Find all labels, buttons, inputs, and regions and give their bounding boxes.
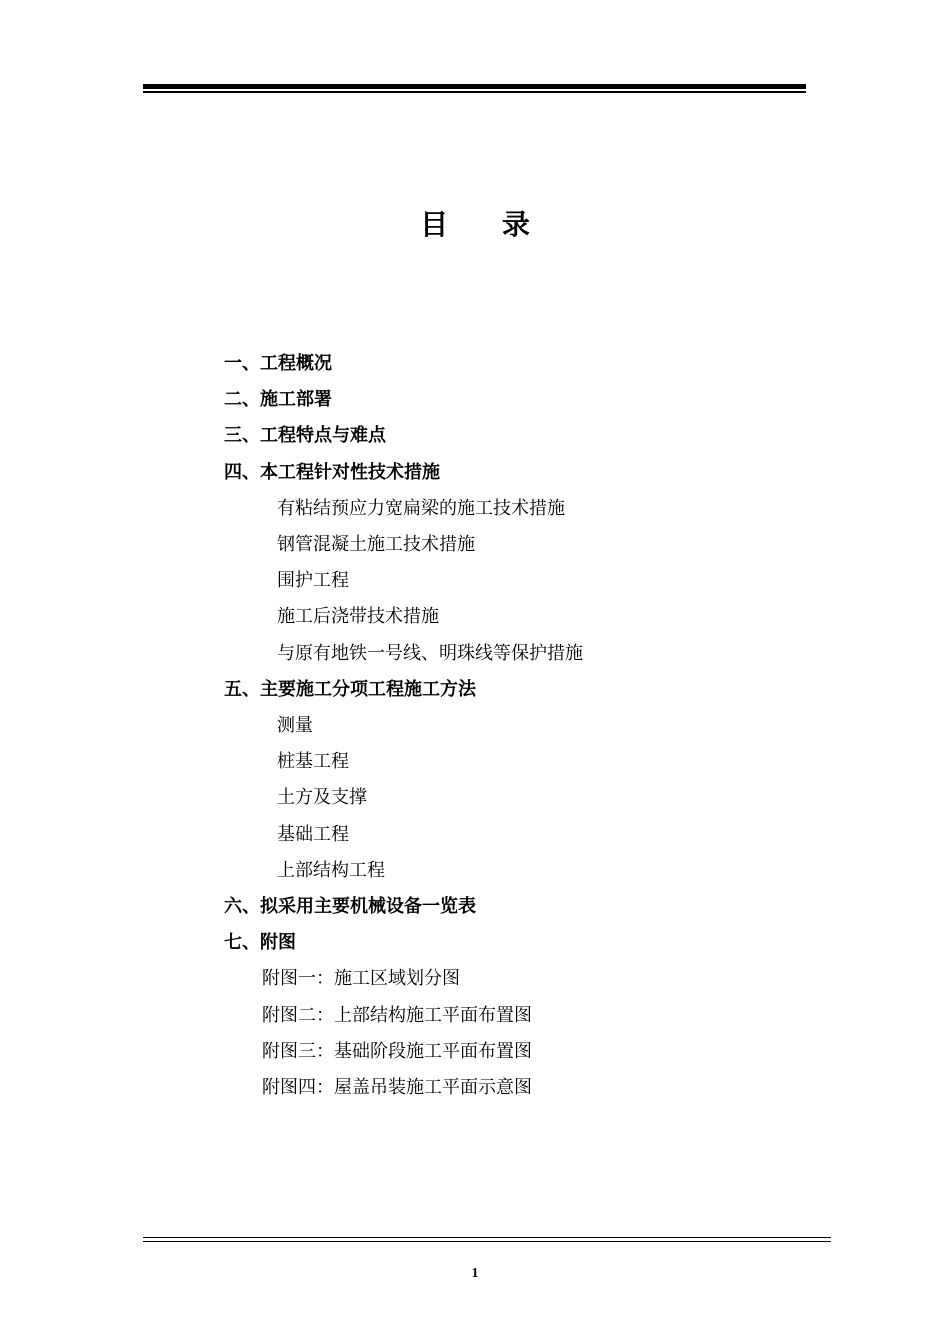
toc-entry-level-2: 施工后浇带技术措施: [277, 606, 439, 628]
header-rule-thin: [143, 91, 806, 93]
toc-entry-level-3: 附图二：上部结构施工平面布置图: [262, 1004, 532, 1026]
toc-entry-level-3: 附图四：屋盖吊装施工平面示意图: [262, 1077, 532, 1098]
toc-entry-level-3: 附图一：施工区域划分图: [262, 968, 460, 990]
page-number: 1: [471, 1266, 479, 1281]
toc-entry-level-1: 四、本工程针对性技术措施: [224, 461, 440, 483]
header-rule-thick: [143, 84, 806, 89]
toc-entry-level-2: 测量: [277, 715, 313, 736]
toc-entry-level-1: 六、拟采用主要机械设备一览表: [224, 896, 476, 917]
toc-entry-level-1: 二、施工部署: [224, 389, 332, 411]
toc-entry-level-2: 上部结构工程: [277, 859, 385, 881]
toc-entry-level-1: 七、附图: [224, 932, 296, 954]
toc-entry-level-1: 一、工程概况: [224, 353, 332, 374]
footer-rule-line-bottom: [143, 1241, 831, 1242]
toc-entry-level-1: 五、主要施工分项工程施工方法: [224, 678, 476, 700]
header-rule: [143, 84, 806, 94]
toc-entry-level-2: 土方及支撑: [277, 787, 367, 809]
toc-entry-level-2: 围护工程: [277, 570, 349, 592]
toc-entry-level-3: 附图三：基础阶段施工平面布置图: [262, 1040, 532, 1062]
footer-rule: [143, 1237, 831, 1243]
toc-entry-level-2: 钢管混凝土施工技术措施: [277, 534, 475, 555]
page-title: 目 录: [420, 208, 552, 241]
toc-entry-level-2: 有粘结预应力宽扁梁的施工技术措施: [277, 497, 565, 519]
toc-entry-level-1: 三、工程特点与难点: [224, 425, 386, 447]
footer-rule-line-top: [143, 1237, 831, 1238]
toc-entry-level-2: 桩基工程: [277, 751, 349, 773]
toc-entry-level-2: 基础工程: [277, 823, 349, 845]
toc-entry-level-2: 与原有地铁一号线、明珠线等保护措施: [277, 642, 583, 664]
